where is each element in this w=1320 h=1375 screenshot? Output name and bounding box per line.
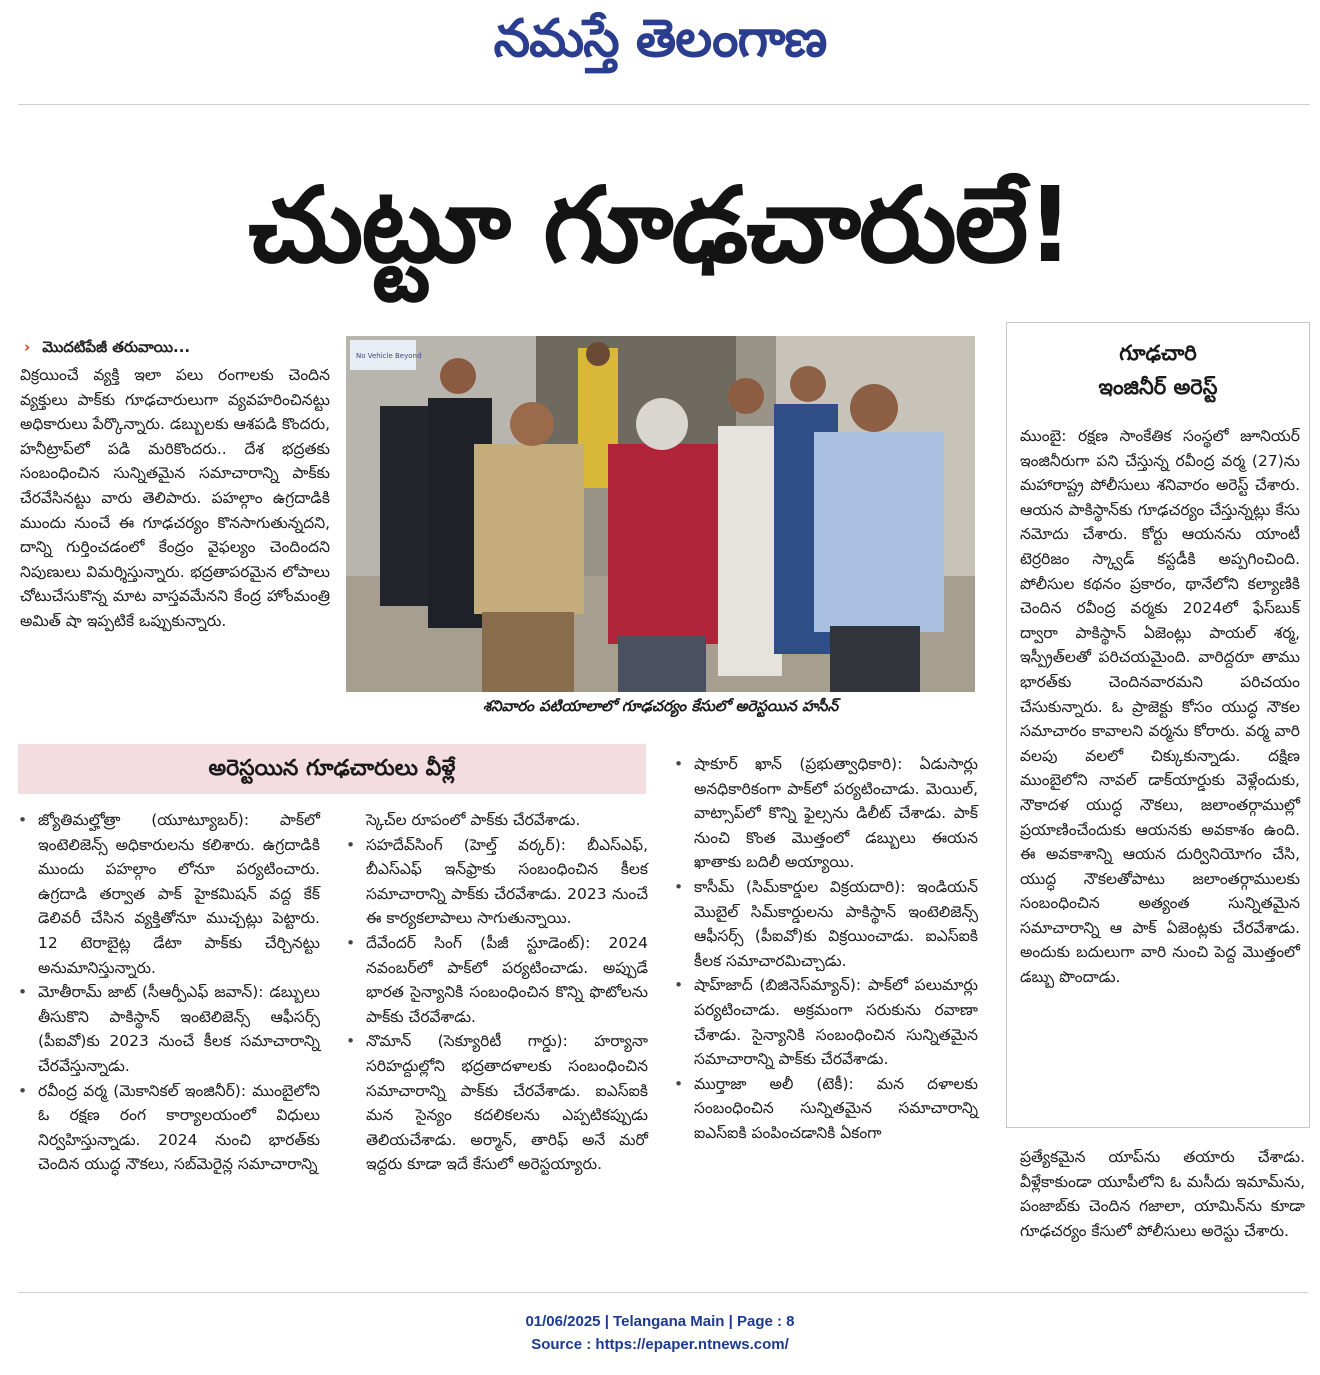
list-item: • జ్యోతిమల్హోత్రా (యూట్యూబర్): పాక్‌లో ఇంటెలిజెన్స్ అధికారులను కలిశారు. ఉగ్రదాడికి ముందు పహల్గాం లోనూ పర్యటించారు. ఉగ్రదాడి తర్వాత పాక్ హైకమిషన్ వద్ద కేక్ డెలివరీ చేసిన వ్యక్తితోనూ ముచ్చట్లు పెట్టారు. 12 టెరాబైట్ల డేటా పాక్‌కు చేర్చినట్టు అనుమానిస్తున్నారు. bbox=[16, 808, 320, 980]
list-item: • కాసీమ్ (సిమ్‌కార్డుల విక్రయదారి): ఇండియన్ మొబైల్ సిమ్‌కార్డులను పాకిస్థాన్ ఇంటెలిజెన్స్ ఆఫీసర్స్ (పీఐవో)కు విక్రయించాడు. ఐఎస్ఐకి కీలక సమాచారమిచ్చాడు. bbox=[672, 875, 978, 973]
section-header bbox=[18, 744, 646, 794]
spy-list-column-3 bbox=[672, 752, 978, 1146]
list-item: • మోతీరామ్ జాట్ (సీఆర్పీఎఫ్ జవాన్): డబ్బులు తీసుకొని పాకిస్థాన్ ఇంటెలిజెన్స్ ఆఫీసర్స్ (పీఐవో)కు 2023 నుంచే కీలక సమాచారాన్ని చేరవేస్తున్నాడు. bbox=[16, 980, 320, 1078]
sidebar-title-line2: ఇంజినీర్ అరెస్ట్ bbox=[1098, 375, 1218, 399]
sign-text: No Vehicle Beyond bbox=[356, 352, 422, 360]
page-headline: చుట్టూ గూఢచారులే! bbox=[248, 164, 1072, 286]
chevron-right-icon: › bbox=[24, 338, 31, 356]
section-title: అరెస్టయిన గూఢచారులు వీళ్లే bbox=[208, 756, 456, 781]
footer-divider bbox=[18, 1292, 1308, 1293]
kicker-label: మొదటిపేజీ తరువాయి... bbox=[42, 338, 191, 356]
footer-edition-info: 01/06/2025 | Telangana Main | Page : 8 bbox=[525, 1313, 795, 1330]
lead-paragraph: విక్రయించే వ్యక్తి ఇలా పలు రంగాలకు చెందిన వ్యక్తులు పాక్‌కు గూఢచారులుగా వ్యవహరించినట్టు అధికారులు పేర్కొన్నారు. డబ్బులకు ఆశపడి కొందరు, హనీట్రాప్‌లో పడి మరికొందరు.. దేశ భద్రతకు సంబంధించిన సున్నితమైన సమాచారాన్ని పాక్‌కు చేరవేసినట్టు వారు తెలిపారు. పహల్గాం ఉగ్రదాడికి ముందు నుంచే ఈ గూఢచర్యం కొనసాగుతున్నదని, దాన్ని గుర్తించడంలో కేంద్రం వైఫల్యం చెందిందని నిపుణులు విమర్శిస్తున్నారు. భద్రతాపరమైన లోపాలు చోటుచేసుకొన్న మాట వాస్తవమేనని కేంద్ర హోంమంత్రి అమిత్ షా ఇప్పటికే ఒప్పుకున్నారు. bbox=[20, 366, 330, 630]
masthead-divider bbox=[18, 104, 1310, 105]
list-item: • షాకూర్ ఖాన్ (ప్రభుత్వాధికారి): ఏడుసార్లు అనధికారికంగా పాక్‌లో పర్యటించాడు. మెయిల్, వాట్సాప్‌లో కొన్ని ఫైల్సను డిలీట్ చేశాడు. పాక్ నుంచి కొంత మొత్తంలో డబ్బులు ఈయన ఖాతాకు బదిలీ అయ్యాయి. bbox=[672, 752, 978, 875]
footer-source-link[interactable]: Source : https://epaper.ntnews.com/ bbox=[531, 1336, 789, 1353]
masthead-logo: నమస్తే తెలంగాణ bbox=[493, 8, 827, 69]
list-item-continuation: స్కెచ్‌ల రూపంలో పాక్‌కు చేరవేశాడు. bbox=[366, 811, 581, 829]
list-item: • సహదేవ్‌సింగ్ (హెల్త్ వర్కర్): బీఎస్ఎఫ్, బీఎస్ఎఫ్ ఇన్‌ఫ్రాకు సంబంధించిన కీలక సమాచారాన్ని పాక్‌కు చేరవేశాడు. 2023 నుంచే ఈ కార్యకలాపాలు సాగుతున్నాయి. bbox=[344, 833, 648, 931]
sidebar-title bbox=[1006, 336, 1310, 404]
list-item: • నొమాన్ (సెక్యూరిటీ గార్డు): హర్యానా సరిహద్దుల్లోని భద్రతాదళాలకు సంబంధించిన సమాచారాన్ని పాక్‌కు చేరవేశాడు. ఐఎస్ఐకి మన సైన్యం కదలికలను ఎప్పటికప్పుడు తెలియచేశాడు. అర్మాన్, తారిఫ్ అనే మరో ఇద్దరు కూడా ఇదే కేసులో అరెస్టయ్యారు. bbox=[344, 1029, 648, 1177]
continued-text: ప్రత్యేకమైన యాప్‌ను తయారు చేశాడు. వీళ్లేకాకుండా యూపీలోని ఓ మసీదు ఇమామ్‌ను, పంజాబ్‌కు చెందిన గజాలా, యామిన్‌ను కూడా గూఢచర్యం కేసులో పోలీసులు అరెస్టు చేశారు. bbox=[1020, 1148, 1305, 1240]
photo-illustration bbox=[346, 336, 975, 692]
list-item: • ముర్తాజా అలీ (టెకీ): మన దళాలకు సంబంధించిన సున్నితమైన సమాచారాన్ని ఐఎస్ఐకి పంపించడానికి ఏకంగా bbox=[672, 1072, 978, 1146]
sidebar-body: ముంబై: రక్షణ సాంకేతిక సంస్థలో జూనియర్ ఇంజినీరుగా పని చేస్తున్న రవీంద్ర వర్మ (27)ను మహారాష్ట్ర పోలీసులు శనివారం అరెస్ట్ చేశారు. ఆయన పాకిస్థాన్‌కు గూఢచర్యం చేస్తున్నట్లు కేసు నమోదు చేశారు. కోర్టు ఆయనను యాంటీ టెర్రరిజం స్క్వాడ్ కస్టడీకి అప్పగించింది. పోలీసుల కథనం ప్రకారం, థానేలోని కల్యాణికి చెందిన రవీంద్ర వర్మకు 2024లో ఫేస్‌బుక్ ద్వారా పాకిస్థాన్ ఏజెంట్లు పాయల్ శర్మ, ఇస్ప్రీత్‌లతో పరిచయమైంది. వారిద్దరూ తాము భారత్‌కు చెందినవారమని పరిచయం చేసుకున్నారు. ఓ ప్రాజెక్టు కోసం యుద్ధ నౌకల సమాచారం కావాలని వర్మను కోరారు. వర్మ వారి వలపు వలలో చిక్కుకున్నాడు. దక్షిణ ముంబైలోని నావల్ డాక్‌యార్డుకు వెళ్లేందుకు, నౌకాదళ యుద్ధ నౌకలు, జలాంతర్గాముల్లో ప్రయాణించేందుకు ఆయనకు అవకాశం ఉంది. ఈ అవకాశాన్ని ఆయన దుర్వినియోగం చేసి, యుద్ధ నౌకలతోపాటు జలాంతర్గాములకు సంబంధించిన అత్యంత సున్నితమైన సమాచారాన్ని ఆ పాక్ ఏజెంట్లకు చేరవేశాడు. అందుకు బదులుగా వారి నుంచి పెద్ద మొత్తంలో డబ్బు పొందాడు. bbox=[1020, 427, 1300, 987]
news-photo bbox=[346, 336, 975, 692]
continuation-kicker bbox=[24, 338, 190, 360]
list-item: • దేవేందర్ సింగ్ (పీజీ స్టూడెంట్): 2024 నవంబర్‌లో పాక్‌లో పర్యటించాడు. అప్పుడే భారత సైన్యానికి సంబంధించిన కొన్ని ఫొటోలను పాక్‌కు చేరవేశాడు. bbox=[344, 931, 648, 1029]
spy-list-column-2 bbox=[344, 808, 648, 1177]
sidebar-title-line1: గూఢచారి bbox=[1119, 341, 1197, 365]
photo-caption: శనివారం పటియాలాలో గూఢచర్యం కేసులో అరెస్టయిన హసీన్ bbox=[482, 697, 839, 715]
list-item: • షాహ్‌జాద్ (బిజినెస్‌మ్యాన్): పాక్‌లో పలుమార్లు పర్యటించాడు. అక్రమంగా సరుకును రవాణా చేశాడు. సైన్యానికి సంబంధించిన సున్నితమైన సమాచారాన్ని పాక్‌కు చేరవేశాడు. bbox=[672, 973, 978, 1071]
spy-list-column-1 bbox=[16, 808, 320, 1177]
list-item: • రవీంద్ర వర్మ (మెకానికల్ ఇంజినీర్): ముంబైలోని ఓ రక్షణ రంగ కార్యాలయంలో విధులు నిర్వహిస్తున్నాడు. 2024 నుంచి భారత్‌కు చెందిన యుద్ధ నౌకలు, సబ్‌మెరైన్ల సమాచారాన్ని bbox=[16, 1079, 320, 1177]
